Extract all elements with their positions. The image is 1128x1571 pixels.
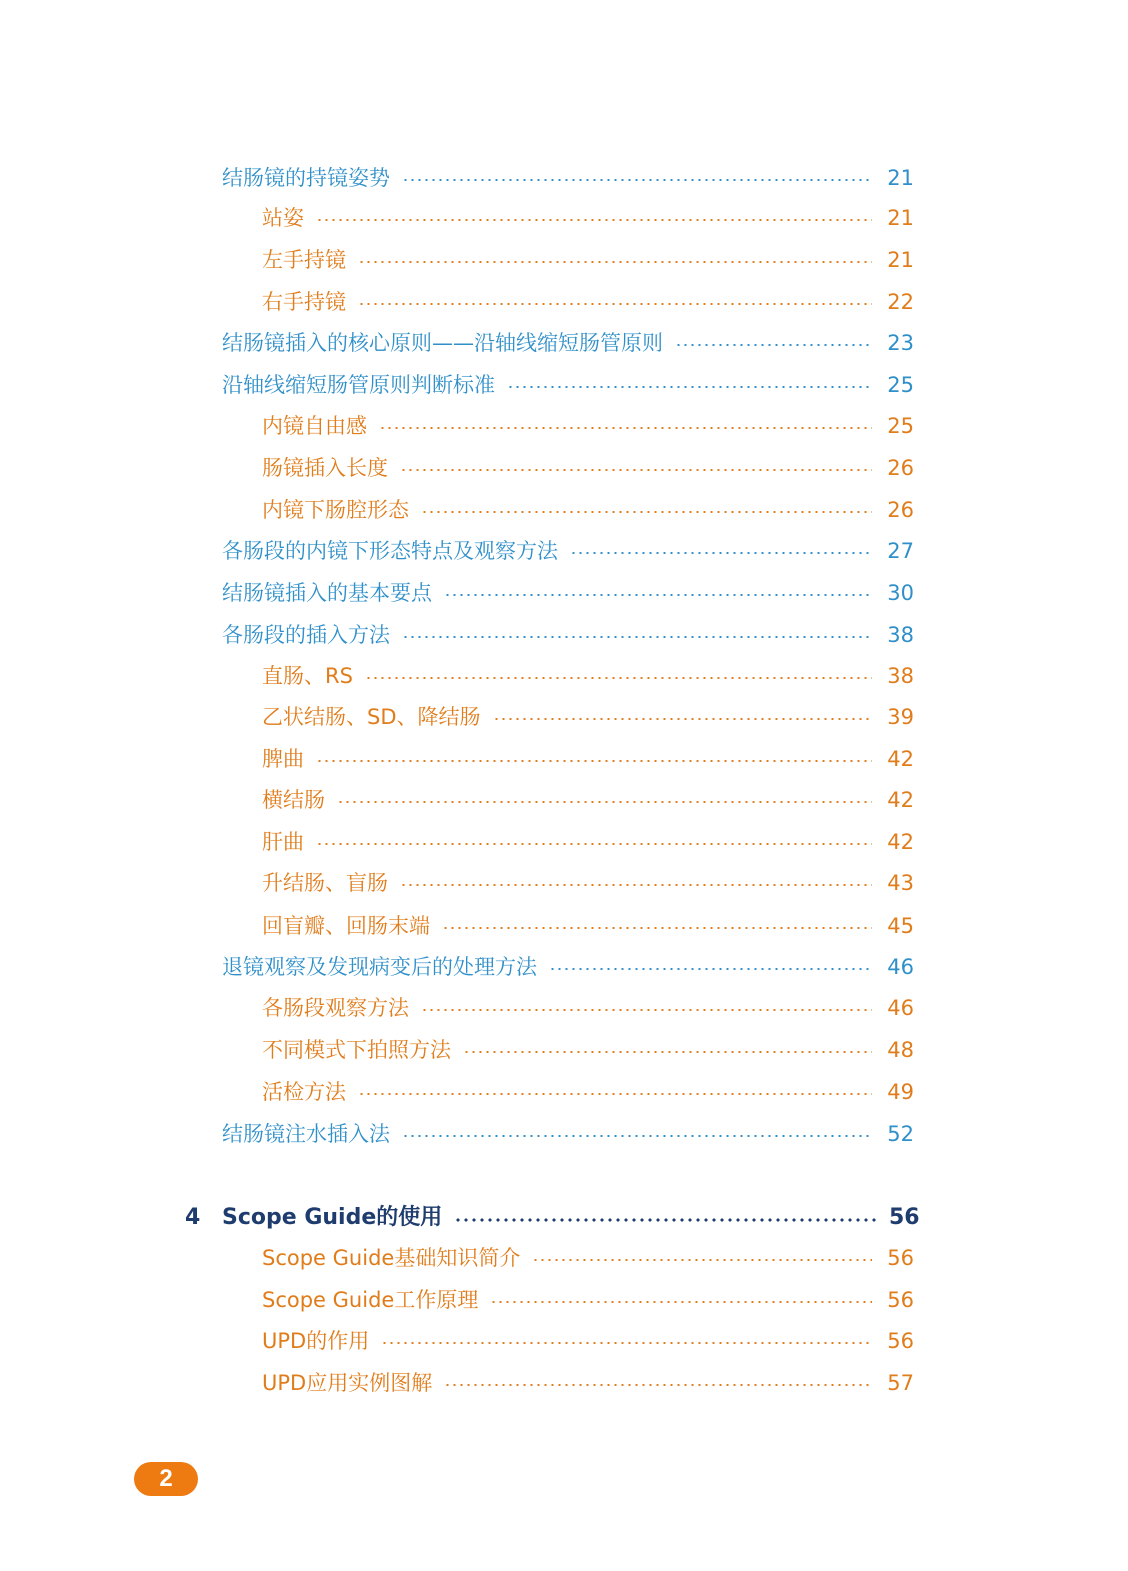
- toc-entry-title: 退镜观察及发现病变后的处理方法: [222, 955, 537, 979]
- toc-entry[interactable]: [262, 452, 914, 484]
- toc-entry-page: 21: [887, 206, 914, 230]
- toc-entry-page: 21: [887, 248, 914, 272]
- toc-entry-page: 48: [887, 1038, 914, 1062]
- toc-entry-page: 56: [887, 1246, 914, 1270]
- toc-entry-title: 结肠镜插入的基本要点: [222, 581, 432, 605]
- toc-entry-title: 沿轴线缩短肠管原则判断标准: [222, 373, 495, 397]
- toc-entry-title: 结肠镜的持镜姿势: [222, 166, 390, 190]
- toc-entry-page: 56: [887, 1288, 914, 1312]
- dot-leader: [402, 636, 872, 638]
- toc-entry-page: 21: [887, 166, 914, 190]
- dot-leader: [493, 718, 873, 720]
- toc-entry-title: 乙状结肠、SD、降结肠: [262, 705, 481, 729]
- toc-entry-title: 脾曲: [262, 747, 304, 771]
- dot-leader: [358, 261, 872, 263]
- toc-entry-page: 27: [887, 539, 914, 563]
- dot-leader: [421, 1009, 872, 1011]
- toc-entry-page: 25: [887, 373, 914, 397]
- toc-entry[interactable]: [262, 1242, 914, 1274]
- toc-entry-page: 56: [887, 1329, 914, 1353]
- dot-leader: [379, 427, 872, 429]
- toc-entry-title: UPD的作用: [262, 1329, 370, 1353]
- dot-leader: [507, 386, 872, 388]
- dot-leader: [442, 927, 872, 929]
- dot-leader: [402, 179, 872, 181]
- toc-entry-title: 肝曲: [262, 830, 304, 854]
- toc-entry[interactable]: [262, 1325, 914, 1357]
- toc-entry[interactable]: [262, 202, 914, 234]
- toc-entry-title: 肠镜插入长度: [262, 456, 388, 480]
- dot-leader: [454, 1218, 879, 1222]
- chapter-page: 56: [889, 1205, 920, 1230]
- toc-entry-page: 43: [887, 871, 914, 895]
- dot-leader: [570, 552, 872, 554]
- toc-entry-page: 49: [887, 1080, 914, 1104]
- toc-entry-title: 结肠镜注水插入法: [222, 1122, 390, 1146]
- dot-leader: [316, 760, 872, 762]
- toc-entry-page: 46: [887, 955, 914, 979]
- dot-leader: [365, 677, 872, 679]
- toc-entry-page: 25: [887, 414, 914, 438]
- toc-entry[interactable]: [222, 369, 914, 401]
- page-number-badge: 2: [134, 1462, 198, 1496]
- toc-entry[interactable]: [262, 784, 914, 816]
- toc-entry-title: 内镜下肠腔形态: [262, 498, 409, 522]
- toc-entry-title: 各肠段的内镜下形态特点及观察方法: [222, 539, 558, 563]
- dot-leader: [316, 219, 872, 221]
- toc-entry-title: Scope Guide工作原理: [262, 1288, 479, 1312]
- toc-entry[interactable]: [262, 743, 914, 775]
- toc-entry-title: 左手持镜: [262, 248, 346, 272]
- toc-entry-page: 52: [887, 1122, 914, 1146]
- toc-entry[interactable]: [262, 910, 914, 942]
- toc-entry-title: UPD应用实例图解: [262, 1371, 433, 1395]
- dot-leader: [381, 1342, 872, 1344]
- toc-entry[interactable]: [262, 992, 914, 1024]
- toc-entry-title: 直肠、RS: [262, 664, 353, 688]
- dot-leader: [463, 1051, 872, 1053]
- toc-entry-title: 站姿: [262, 206, 304, 230]
- toc-entry-page: 22: [887, 290, 914, 314]
- dot-leader: [490, 1301, 872, 1303]
- toc-entry-page: 30: [887, 581, 914, 605]
- toc-entry-title: 回盲瓣、回肠末端: [262, 914, 430, 938]
- toc-entry[interactable]: [262, 1284, 914, 1316]
- toc-entry-title: 活检方法: [262, 1080, 346, 1104]
- toc-entry-page: 38: [887, 623, 914, 647]
- toc-chapter-heading[interactable]: [185, 1202, 919, 1234]
- chapter-number: 4: [185, 1205, 201, 1230]
- toc-entry-page: 38: [887, 664, 914, 688]
- toc-entry[interactable]: [222, 327, 914, 359]
- toc-entry-title: 横结肠: [262, 788, 325, 812]
- dot-leader: [675, 344, 872, 346]
- toc-entry[interactable]: [262, 867, 914, 899]
- toc-entry[interactable]: [222, 577, 914, 609]
- toc-entry[interactable]: [262, 286, 914, 318]
- dot-leader: [337, 801, 872, 803]
- toc-entry-page: 57: [887, 1371, 914, 1395]
- dot-leader: [400, 884, 872, 886]
- dot-leader: [358, 303, 872, 305]
- toc-entry[interactable]: [222, 535, 914, 567]
- toc-entry[interactable]: [262, 244, 914, 276]
- toc-entry[interactable]: [262, 1076, 914, 1108]
- toc-entry[interactable]: [222, 619, 914, 651]
- dot-leader: [316, 843, 872, 845]
- toc-entry-title: 升结肠、盲肠: [262, 871, 388, 895]
- dot-leader: [532, 1259, 872, 1261]
- toc-entry[interactable]: [262, 826, 914, 858]
- toc-entry-page: 39: [887, 705, 914, 729]
- toc-entry[interactable]: [262, 494, 914, 526]
- toc-entry[interactable]: [262, 1034, 914, 1066]
- dot-leader: [358, 1093, 872, 1095]
- toc-entry-page: 45: [887, 914, 914, 938]
- dot-leader: [444, 1384, 872, 1386]
- dot-leader: [402, 1135, 872, 1137]
- dot-leader: [421, 511, 872, 513]
- toc-entry[interactable]: [222, 162, 914, 194]
- toc-entry-page: 42: [887, 747, 914, 771]
- dot-leader: [400, 469, 872, 471]
- toc-entry[interactable]: [222, 1118, 914, 1150]
- toc-entry[interactable]: [262, 701, 914, 733]
- toc-entry-page: 26: [887, 456, 914, 480]
- chapter-title: Scope Guide的使用: [222, 1205, 443, 1230]
- toc-entry-title: 内镜自由感: [262, 414, 367, 438]
- toc-entry-page: 42: [887, 830, 914, 854]
- dot-leader: [549, 968, 872, 970]
- toc-entry-title: 结肠镜插入的核心原则——沿轴线缩短肠管原则: [222, 331, 663, 355]
- toc-entry-page: 23: [887, 331, 914, 355]
- toc-entry-page: 46: [887, 996, 914, 1020]
- toc-entry-page: 42: [887, 788, 914, 812]
- toc-entry-title: 不同模式下拍照方法: [262, 1038, 451, 1062]
- toc-entry[interactable]: [262, 410, 914, 442]
- toc-entry-title: 各肠段观察方法: [262, 996, 409, 1020]
- toc-entry-title: 各肠段的插入方法: [222, 623, 390, 647]
- toc-entry[interactable]: [262, 660, 914, 692]
- toc-entry[interactable]: [222, 951, 914, 983]
- toc-entry[interactable]: [262, 1367, 914, 1399]
- dot-leader: [444, 594, 872, 596]
- toc-entry-page: 26: [887, 498, 914, 522]
- toc-entry-title: 右手持镜: [262, 290, 346, 314]
- toc-entry-title: Scope Guide基础知识简介: [262, 1246, 521, 1270]
